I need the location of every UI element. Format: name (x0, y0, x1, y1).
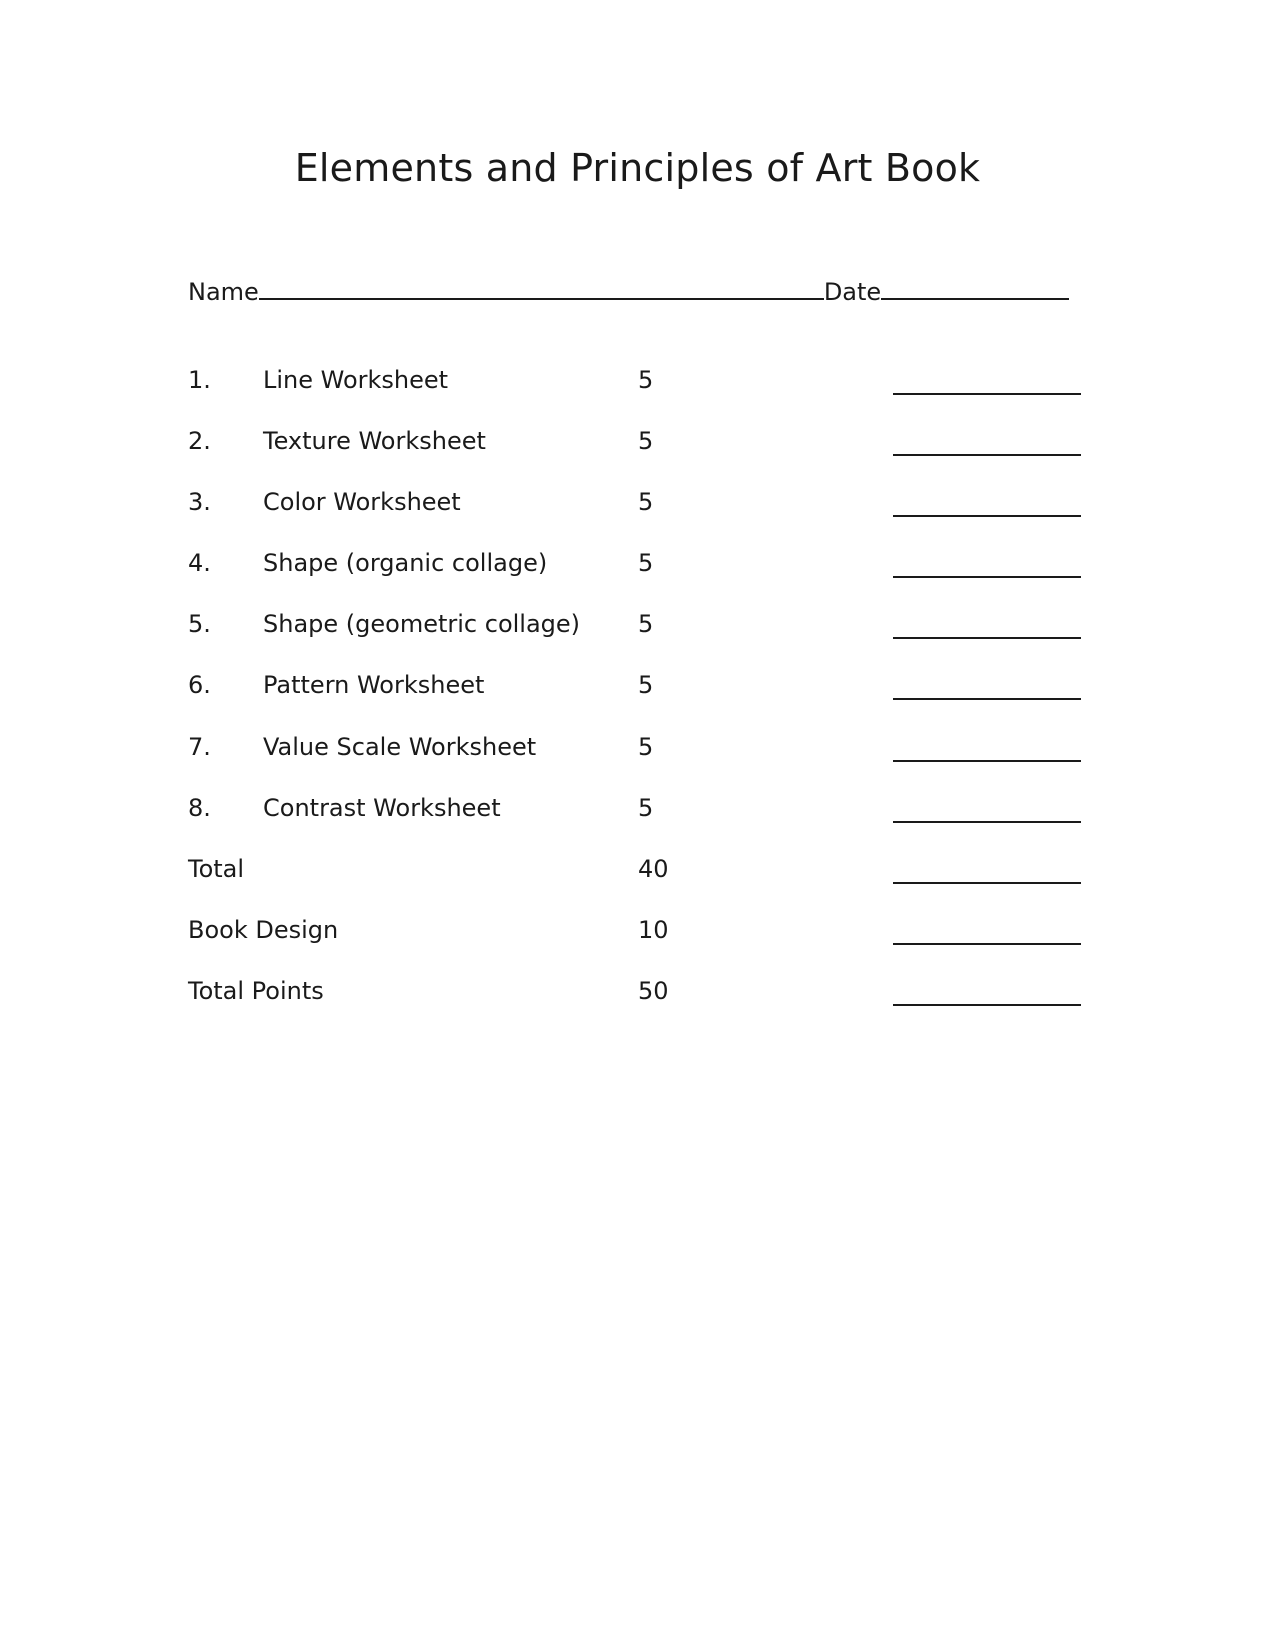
item-number: 4. (188, 549, 211, 577)
score-blank[interactable] (893, 393, 1081, 395)
summary-label: Book Design (188, 916, 339, 944)
item-label: Color Worksheet (263, 488, 461, 516)
summary-row-total (0, 855, 1275, 889)
summary-points: 40 (638, 855, 669, 883)
item-number: 2. (188, 427, 211, 455)
item-points: 5 (638, 610, 654, 638)
item-number: 6. (188, 671, 211, 699)
list-item (0, 610, 1275, 644)
date-label: Date (823, 278, 882, 306)
item-points: 5 (638, 366, 654, 394)
score-blank[interactable] (893, 637, 1081, 639)
score-blank[interactable] (893, 760, 1081, 762)
item-number: 5. (188, 610, 211, 638)
item-number: 8. (188, 794, 211, 822)
score-blank[interactable] (893, 882, 1081, 884)
summary-label: Total (188, 855, 245, 883)
list-item (0, 427, 1275, 461)
summary-row-total-points (0, 977, 1275, 1011)
item-points: 5 (638, 794, 654, 822)
item-points: 5 (638, 427, 654, 455)
list-item (0, 549, 1275, 583)
page-title: Elements and Principles of Art Book (294, 146, 981, 190)
name-label: Name (188, 278, 259, 306)
summary-label: Total Points (188, 977, 324, 1005)
list-item (0, 794, 1275, 828)
list-item (0, 671, 1275, 705)
list-item (0, 366, 1275, 400)
score-blank[interactable] (893, 698, 1081, 700)
date-blank[interactable] (881, 276, 1069, 300)
name-blank[interactable] (259, 276, 824, 300)
item-points: 5 (638, 549, 654, 577)
item-label: Contrast Worksheet (263, 794, 501, 822)
score-blank[interactable] (893, 1004, 1081, 1006)
item-number: 3. (188, 488, 211, 516)
list-item (0, 488, 1275, 522)
item-label: Shape (organic collage) (263, 549, 548, 577)
item-points: 5 (638, 671, 654, 699)
score-blank[interactable] (893, 821, 1081, 823)
item-number: 7. (188, 733, 211, 761)
score-blank[interactable] (893, 943, 1081, 945)
summary-points: 10 (638, 916, 669, 944)
item-label: Texture Worksheet (263, 427, 486, 455)
summary-points: 50 (638, 977, 669, 1005)
item-label: Line Worksheet (263, 366, 449, 394)
score-blank[interactable] (893, 454, 1081, 456)
list-item (0, 733, 1275, 767)
summary-row-book-design (0, 916, 1275, 950)
item-points: 5 (638, 488, 654, 516)
score-blank[interactable] (893, 515, 1081, 517)
item-number: 1. (188, 366, 211, 394)
item-label: Shape (geometric collage) (263, 610, 581, 638)
item-points: 5 (638, 733, 654, 761)
score-blank[interactable] (893, 576, 1081, 578)
item-label: Pattern Worksheet (263, 671, 485, 699)
item-label: Value Scale Worksheet (263, 733, 537, 761)
name-date-line (188, 276, 1069, 306)
